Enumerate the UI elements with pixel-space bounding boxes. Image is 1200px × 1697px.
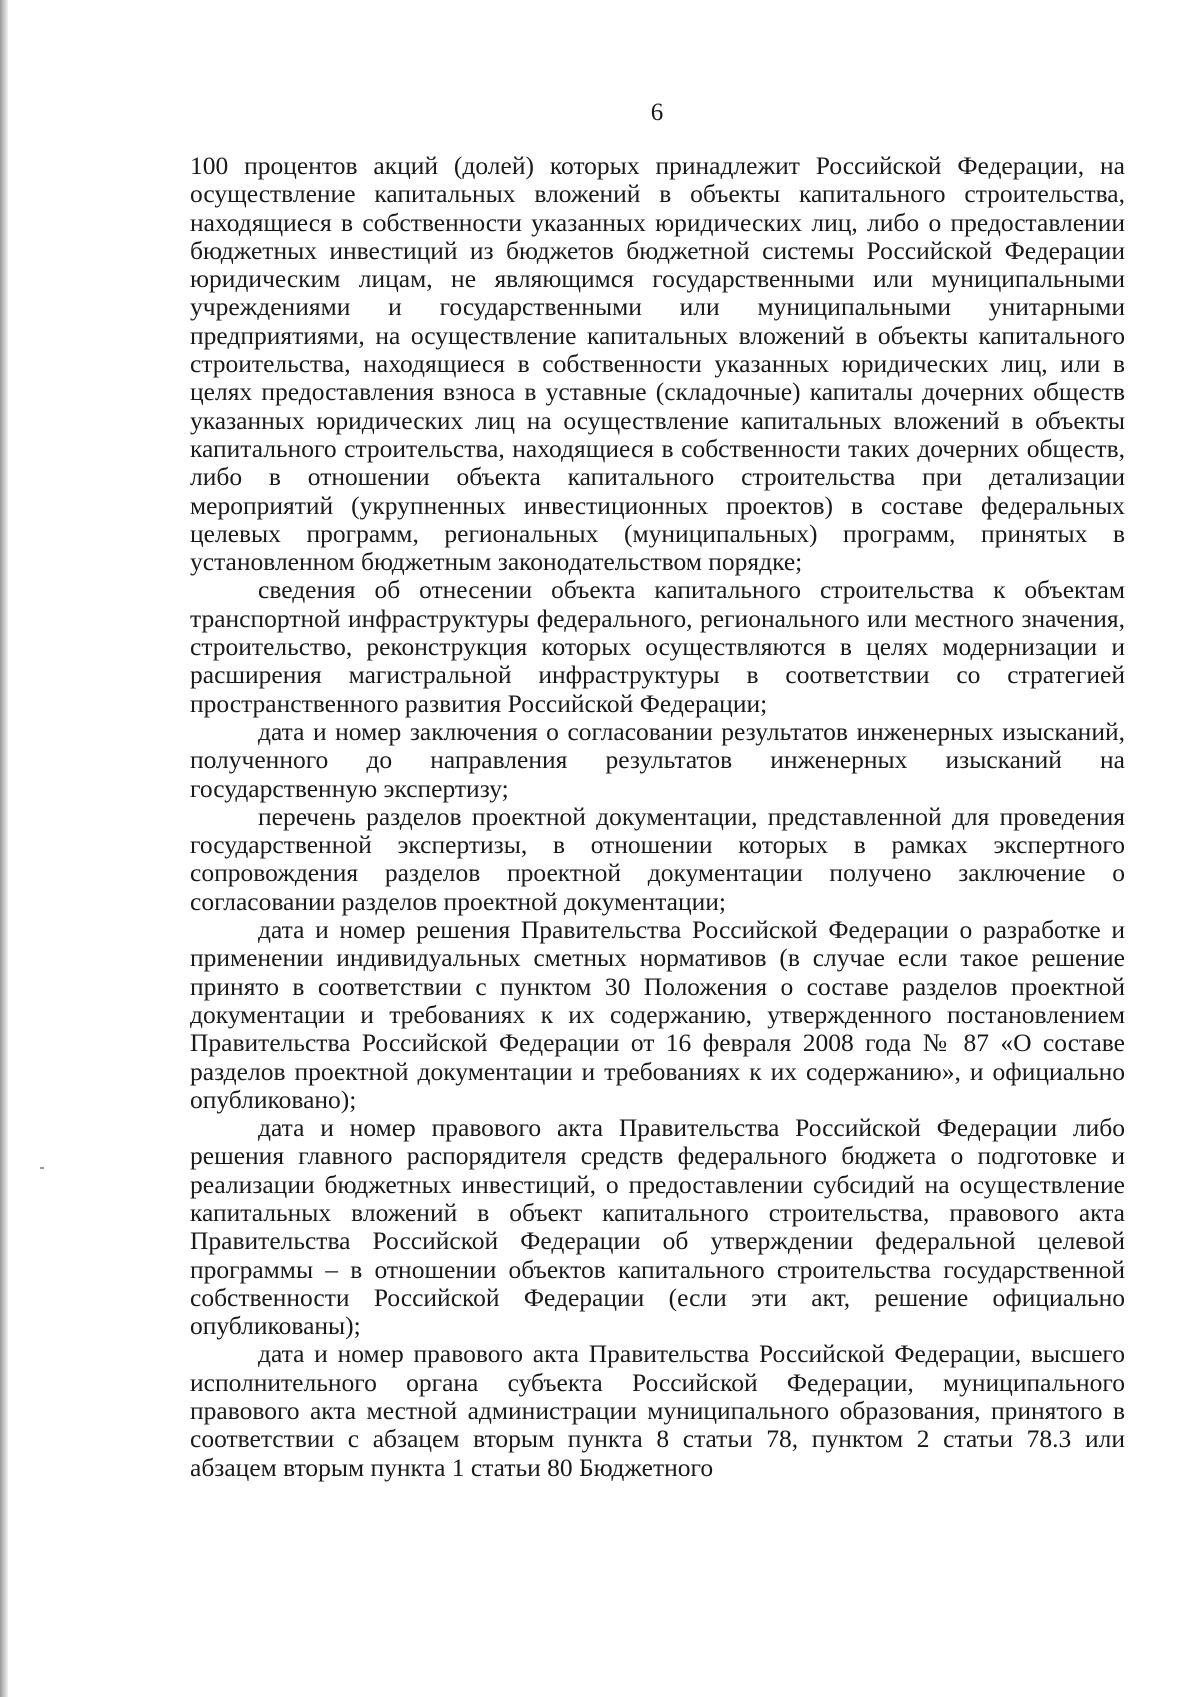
page-number: 6 bbox=[650, 99, 664, 126]
document-body bbox=[190, 152, 1125, 1482]
paragraph: 100 процентов акций (долей) которых принадлежит Российской Федерации, на осуществление капитальных вложений в объекты капитального строительства, находящиеся в собственности указанных юридических лиц, либо о предоставлении бюджетных инвестиций из бюджетов бюджетной системы Российской Федерации юридическим лицам, не являющимся государственными или муниципальными учреждениями и государственными или муниципальными унитарными предприятиями, на осуществление капитальных вложений в объекты капитального строительства, находящиеся в собственности указанных юридических лиц, или в целях предоставления взноса в уставные (складочные) капиталы дочерних обществ указанных юридических лиц на осуществление капитальных вложений в объекты капитального строительства, находящиеся в собственности таких дочерних обществ, либо в отношении объекта капитального строительства при детализации мероприятий (укрупненных инвестиционных проектов) в составе федеральных целевых программ, региональных (муниципальных) программ, принятых в установленном бюджетным законодательством порядке; bbox=[190, 151, 1125, 577]
paragraph: дата и номер заключения о согласовании результатов инженерных изысканий, полученного до направления результатов инженерных изысканий на государственную экспертизу; bbox=[190, 716, 1125, 803]
paragraph: дата и номер правового акта Правительства Российской Федерации, высшего исполнительного органа субъекта Российской Федерации, муниципального правового акта местной администрации муниципального образования, принятого в соответствии с абзацем вторым пункта 8 статьи 78, пунктом 2 статьи 78.3 или абзацем вторым пункта 1 статьи 80 Бюджетного bbox=[190, 1339, 1125, 1482]
paragraph: перечень разделов проектной документации, представленной для проведения государственной экспертизы, в отношении которых в рамках экспертного сопровождения разделов проектной документации получено заключение о согласовании разделов проектной документации; bbox=[190, 801, 1125, 916]
scan-artifact bbox=[40, 1167, 44, 1169]
paragraph: дата и номер решения Правительства Российской Федерации о разработке и применении индивидуальных сметных нормативов (в случае если такое решение принято в соответствии с пунктом 30 Положения о составе разделов проектной документации и требованиях к их содержанию, утвержденного постановлением Правительства Российской Федерации от 16 февраля 2008 года № 87 «О составе разделов проектной документации и требованиях к их содержанию», и официально опубликовано); bbox=[190, 915, 1125, 1114]
paragraph: дата и номер правового акта Правительства Российской Федерации либо решения главного распорядителя средств федерального бюджета о подготовке и реализации бюджетных инвестиций, о предоставлении субсидий на осуществление капитальных вложений в объект капитального строительства, правового акта Правительства Российской Федерации об утверждении федеральной целевой программы – в отношении объектов капитального строительства государственной собственности Российской Федерации (если эти акт, решение официально опубликованы); bbox=[190, 1113, 1125, 1341]
paragraph: сведения об отнесении объекта капитального строительства к объектам транспортной инфраструктуры федерального, регионального или местного значения, строительство, реконструкция которых осуществляются в целях модернизации и расширения магистральной инфраструктуры в соответствии со стратегией пространственного развития Российской Федерации; bbox=[190, 575, 1125, 718]
